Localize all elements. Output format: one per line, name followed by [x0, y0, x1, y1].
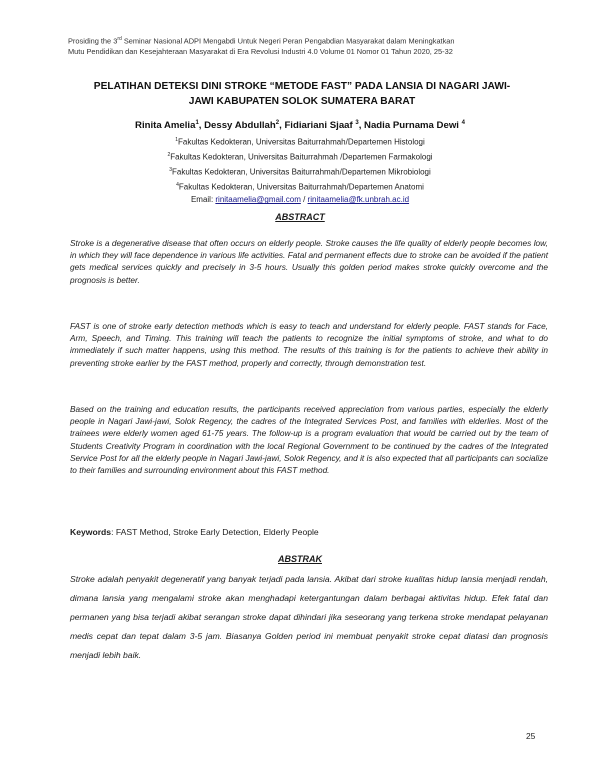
- abstract-paragraph-3: Based on the training and education results, the participants received appreciation from various parties, especially the elderly people in Nagari Jawi-jawi, Solok Regency, the cadres of the Integrated Services Post, and families with elderlies. Most of the trainees were elderly women aged 61-75 years. The follow-up is a program evaluation that would be carried out by the team of Students Creativity Program in coordination with the local Regional Government to be continued by the cadres of the Integrated Service Post for all the elderly people in Nagari Jawi-jawi, Solok Regency, and it is also expected that all participants can socialize to their families and surrounding environment about this FAST method.: [70, 404, 548, 476]
- abstract-paragraph-2: FAST is one of stroke early detection methods which is easy to teach and understand for elderly people. FAST stands for Face, Arm, Speech, and Timing. This training will teach the patients to recognize the initial symptoms of stroke, and what to do immediately if such matter happens, using this method. The results of this training is for the patients to achieve their ability in preventing stroke earlier by the FAST method, properly and correctly, through demonstration test.: [70, 321, 548, 368]
- keywords-line: [70, 527, 548, 537]
- affiliation-text: Fakultas Kedokteran, Universitas Baiturrahmah/Departemen Histologi: [178, 137, 425, 147]
- author-superscript: 1: [195, 120, 199, 126]
- affiliation-superscript: 4: [176, 182, 179, 189]
- email-separator: /: [300, 195, 308, 205]
- email-link-2[interactable]: rinitaamelia@fk.unbrah.ac.id: [307, 195, 410, 205]
- affiliation-superscript: 3: [169, 167, 172, 174]
- title-line-1: PELATIHAN DETEKSI DINI STROKE “METODE FAST” PADA LANSIA DI NAGARI JAWI-: [93, 81, 511, 92]
- author-list: Rinita Amelia$^1$, Dessy Abdullah$^2$, Fidiariani Sjaaf $^3$, Nadia Purnama Dewi $^4$: [135, 120, 465, 132]
- affiliation-superscript: 1: [175, 137, 178, 143]
- author-superscript: 3: [355, 120, 359, 126]
- affiliation-text: Fakultas Kedokteran, Universitas Baiturrahmah /Departemen Farmakologi: [170, 152, 433, 162]
- affiliation-text: Fakultas Kedokteran, Universitas Baiturrahmah/Departemen Mikrobiologi: [171, 167, 431, 177]
- running-head-line-1: [68, 34, 538, 46]
- affiliations: [60, 134, 540, 207]
- abstrak-paragraph: Stroke adalah penyakit degeneratif yang banyak terjadi pada lansia. Akibat dari stroke kualitas hidup lansia menjadi rendah, dimana lansia yang mengalami stroke akan menghadapi ketergantungan dalam berbagai aktivitas hidup. Efek fatal dan permanen yang bisa terjadi akibat serangan stroke dapat dihindari jika seseorang yang terkena stroke mendapat pelayanan medis cepat dan tepat dalam 3-5 jam. Biasanya Golden period ini membuat penyakit stroke cepat diatasi dan prognosis menjadi lebih baik.: [70, 574, 548, 660]
- author-name: Rinita Amelia: [135, 120, 196, 132]
- affiliation-superscript: 2: [167, 152, 171, 159]
- title-line-2: JAWI KABUPATEN SOLOK SUMATERA BARAT: [188, 96, 416, 107]
- affiliation-line: [60, 164, 540, 179]
- keywords-label: Keywords: [70, 527, 112, 537]
- affiliation-line: [60, 134, 540, 149]
- abstrak-heading: ABSTRAK: [278, 554, 322, 564]
- email-label: Email:: [190, 195, 216, 205]
- page-number: 25: [526, 731, 536, 741]
- running-head-superscript: rd: [117, 36, 122, 42]
- affiliation-line: [60, 149, 540, 164]
- paper-title: [72, 79, 532, 109]
- running-head-line-2: Mutu Pendidikan dan Kesejahteraan Masyarakat di Era Revolusi Industri 4.0 Volume 01 Nomor 01 Tahun 2020, 25-32: [68, 47, 453, 57]
- abstract-heading: ABSTRACT: [275, 212, 325, 222]
- abstract-paragraph-1: Stroke is a degenerative disease that often occurs on elderly people. Stroke causes the life quality of elderly people becomes low, in which they will face dependence in various life activities. Fatal and permanent effects due to stroke can be avoided if the patient gets medical services quickly and precisely in 3-5 hours. Usually this golden period makes stroke quickly overcome and the prognosis is better.: [70, 238, 548, 285]
- author-name: Fidiariani Sjaaf: [284, 120, 356, 132]
- email-line: [60, 194, 540, 206]
- running-head-text: Prosiding the 3: [68, 36, 118, 46]
- email-link-1[interactable]: rinitaamelia@gmail.com: [215, 195, 301, 205]
- running-head: [68, 34, 538, 57]
- affiliation-text: Fakultas Kedokteran, Universitas Baiturrahmah/Departemen Anatomi: [178, 182, 424, 192]
- running-head-text: Seminar Nasional ADPI Mengabdi Untuk Negeri Peran Pengabdian Masyarakat dalam Meningkatkan: [121, 36, 455, 46]
- affiliation-line: [60, 179, 540, 194]
- author-superscript: 4: [461, 120, 465, 126]
- keywords-text: : FAST Method, Stroke Early Detection, Elderly People: [111, 527, 319, 537]
- author-name: Nadia Purnama Dewi: [364, 120, 462, 132]
- author-name: Dessy Abdullah: [204, 120, 276, 132]
- author-superscript: 2: [275, 120, 280, 126]
